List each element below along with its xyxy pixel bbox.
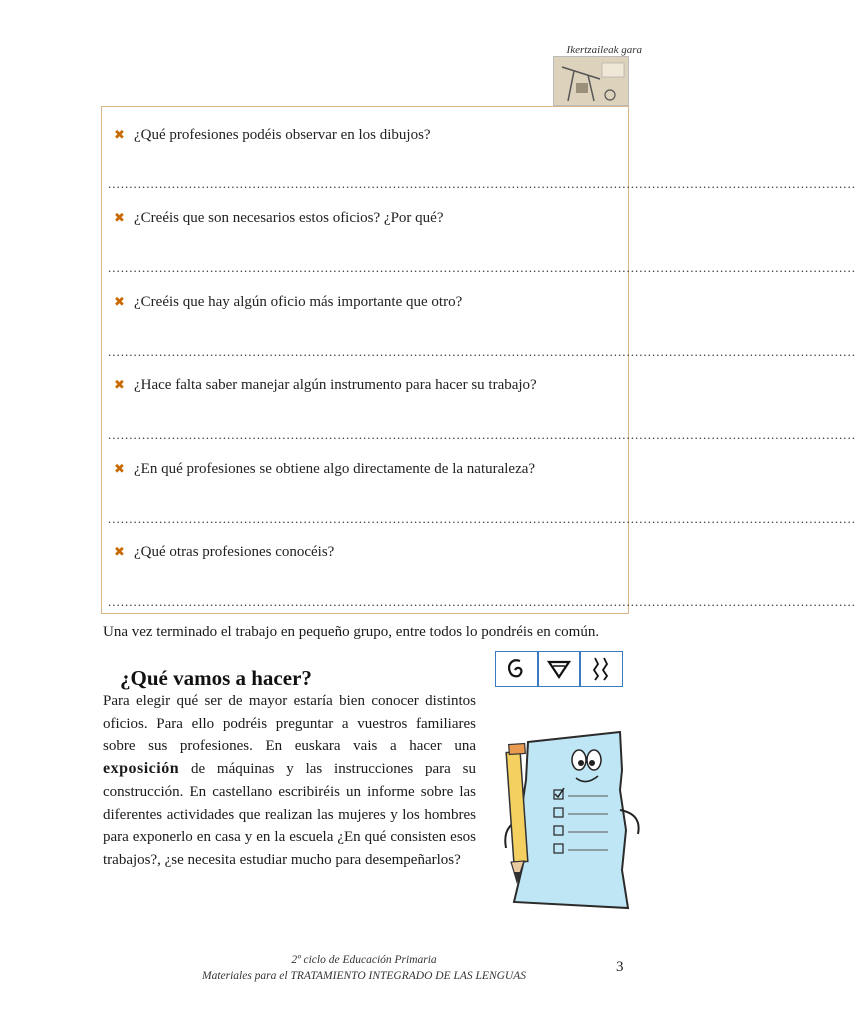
intro-paragraph: Una vez terminado el trabajo en pequeño grupo, entre todos lo pondréis en común. [103,624,600,640]
cross-bullet-icon: ✖ [114,545,125,560]
mouth-icon [538,651,581,687]
question-3: ✖ ¿Creéis que hay algún oficio más importante que otro? [114,294,463,310]
answer-line-6: ................................................................................................................................................................................ [108,594,856,609]
page-number: 3 [616,959,624,975]
answer-line-5: ................................................................................................................................................................................ [108,511,856,526]
cross-bullet-icon: ✖ [114,378,125,393]
spiral-ear-icon [495,651,538,687]
answer-line-4: ................................................................................................................................................................................ [108,427,856,442]
writing-icon [580,651,623,687]
answer-line-2: ................................................................................................................................................................................ [108,260,856,275]
cross-bullet-icon: ✖ [114,211,125,226]
question-1: ✖ ¿Qué profesiones podéis observar en los dibujos? [114,127,431,143]
answer-line-3: ................................................................................................................................................................................ [108,344,856,359]
cross-bullet-icon: ✖ [114,462,125,477]
activity-paragraph: Para elegir qué ser de mayor estaría bien conocer distintos oficios. Para ello podréis preguntar a vuestros familiares sobre sus profesiones. En euskara vais a hacer una exposición de máquinas y las instrucciones para su construcción. En castellano escribiréis un informe sobre las diferentes actividades que realizan las mujeres y los hombres para exponerlo en casa y en la escuela ¿En qué consisten esos trabajos?, ¿se necesita estudiar mucho para desempeñarlos? [103,693,476,868]
question-4: ✖ ¿Hace falta saber manejar algún instrumento para hacer su trabajo? [114,377,537,393]
answer-line-1: ................................................................................................................................................................................ [108,176,856,191]
header-thumbnail-image [553,56,629,106]
question-6: ✖ ¿Qué otras profesiones conocéis? [114,544,335,560]
cross-bullet-icon: ✖ [114,128,125,143]
question-2: ✖ ¿Creéis que son necesarios estos oficios? ¿Por qué? [114,210,444,226]
footer-materials: Materiales para el TRATAMIENTO INTEGRADO DE LAS LENGUAS [201,970,527,982]
cross-bullet-icon: ✖ [114,295,125,310]
questions-box [101,106,856,614]
checklist-pencil-illustration [484,730,654,910]
exposicion-bold: exposición [103,760,180,778]
activity-icons [495,651,623,687]
question-5: ✖ ¿En qué profesiones se obtiene algo directamente de la naturaleza? [114,461,536,477]
section-heading: ¿Qué vamos a hacer? [120,666,312,690]
footer-cycle: 2º ciclo de Educación Primaria [291,954,437,966]
header-label: Ikertzaileak gara [566,44,642,56]
